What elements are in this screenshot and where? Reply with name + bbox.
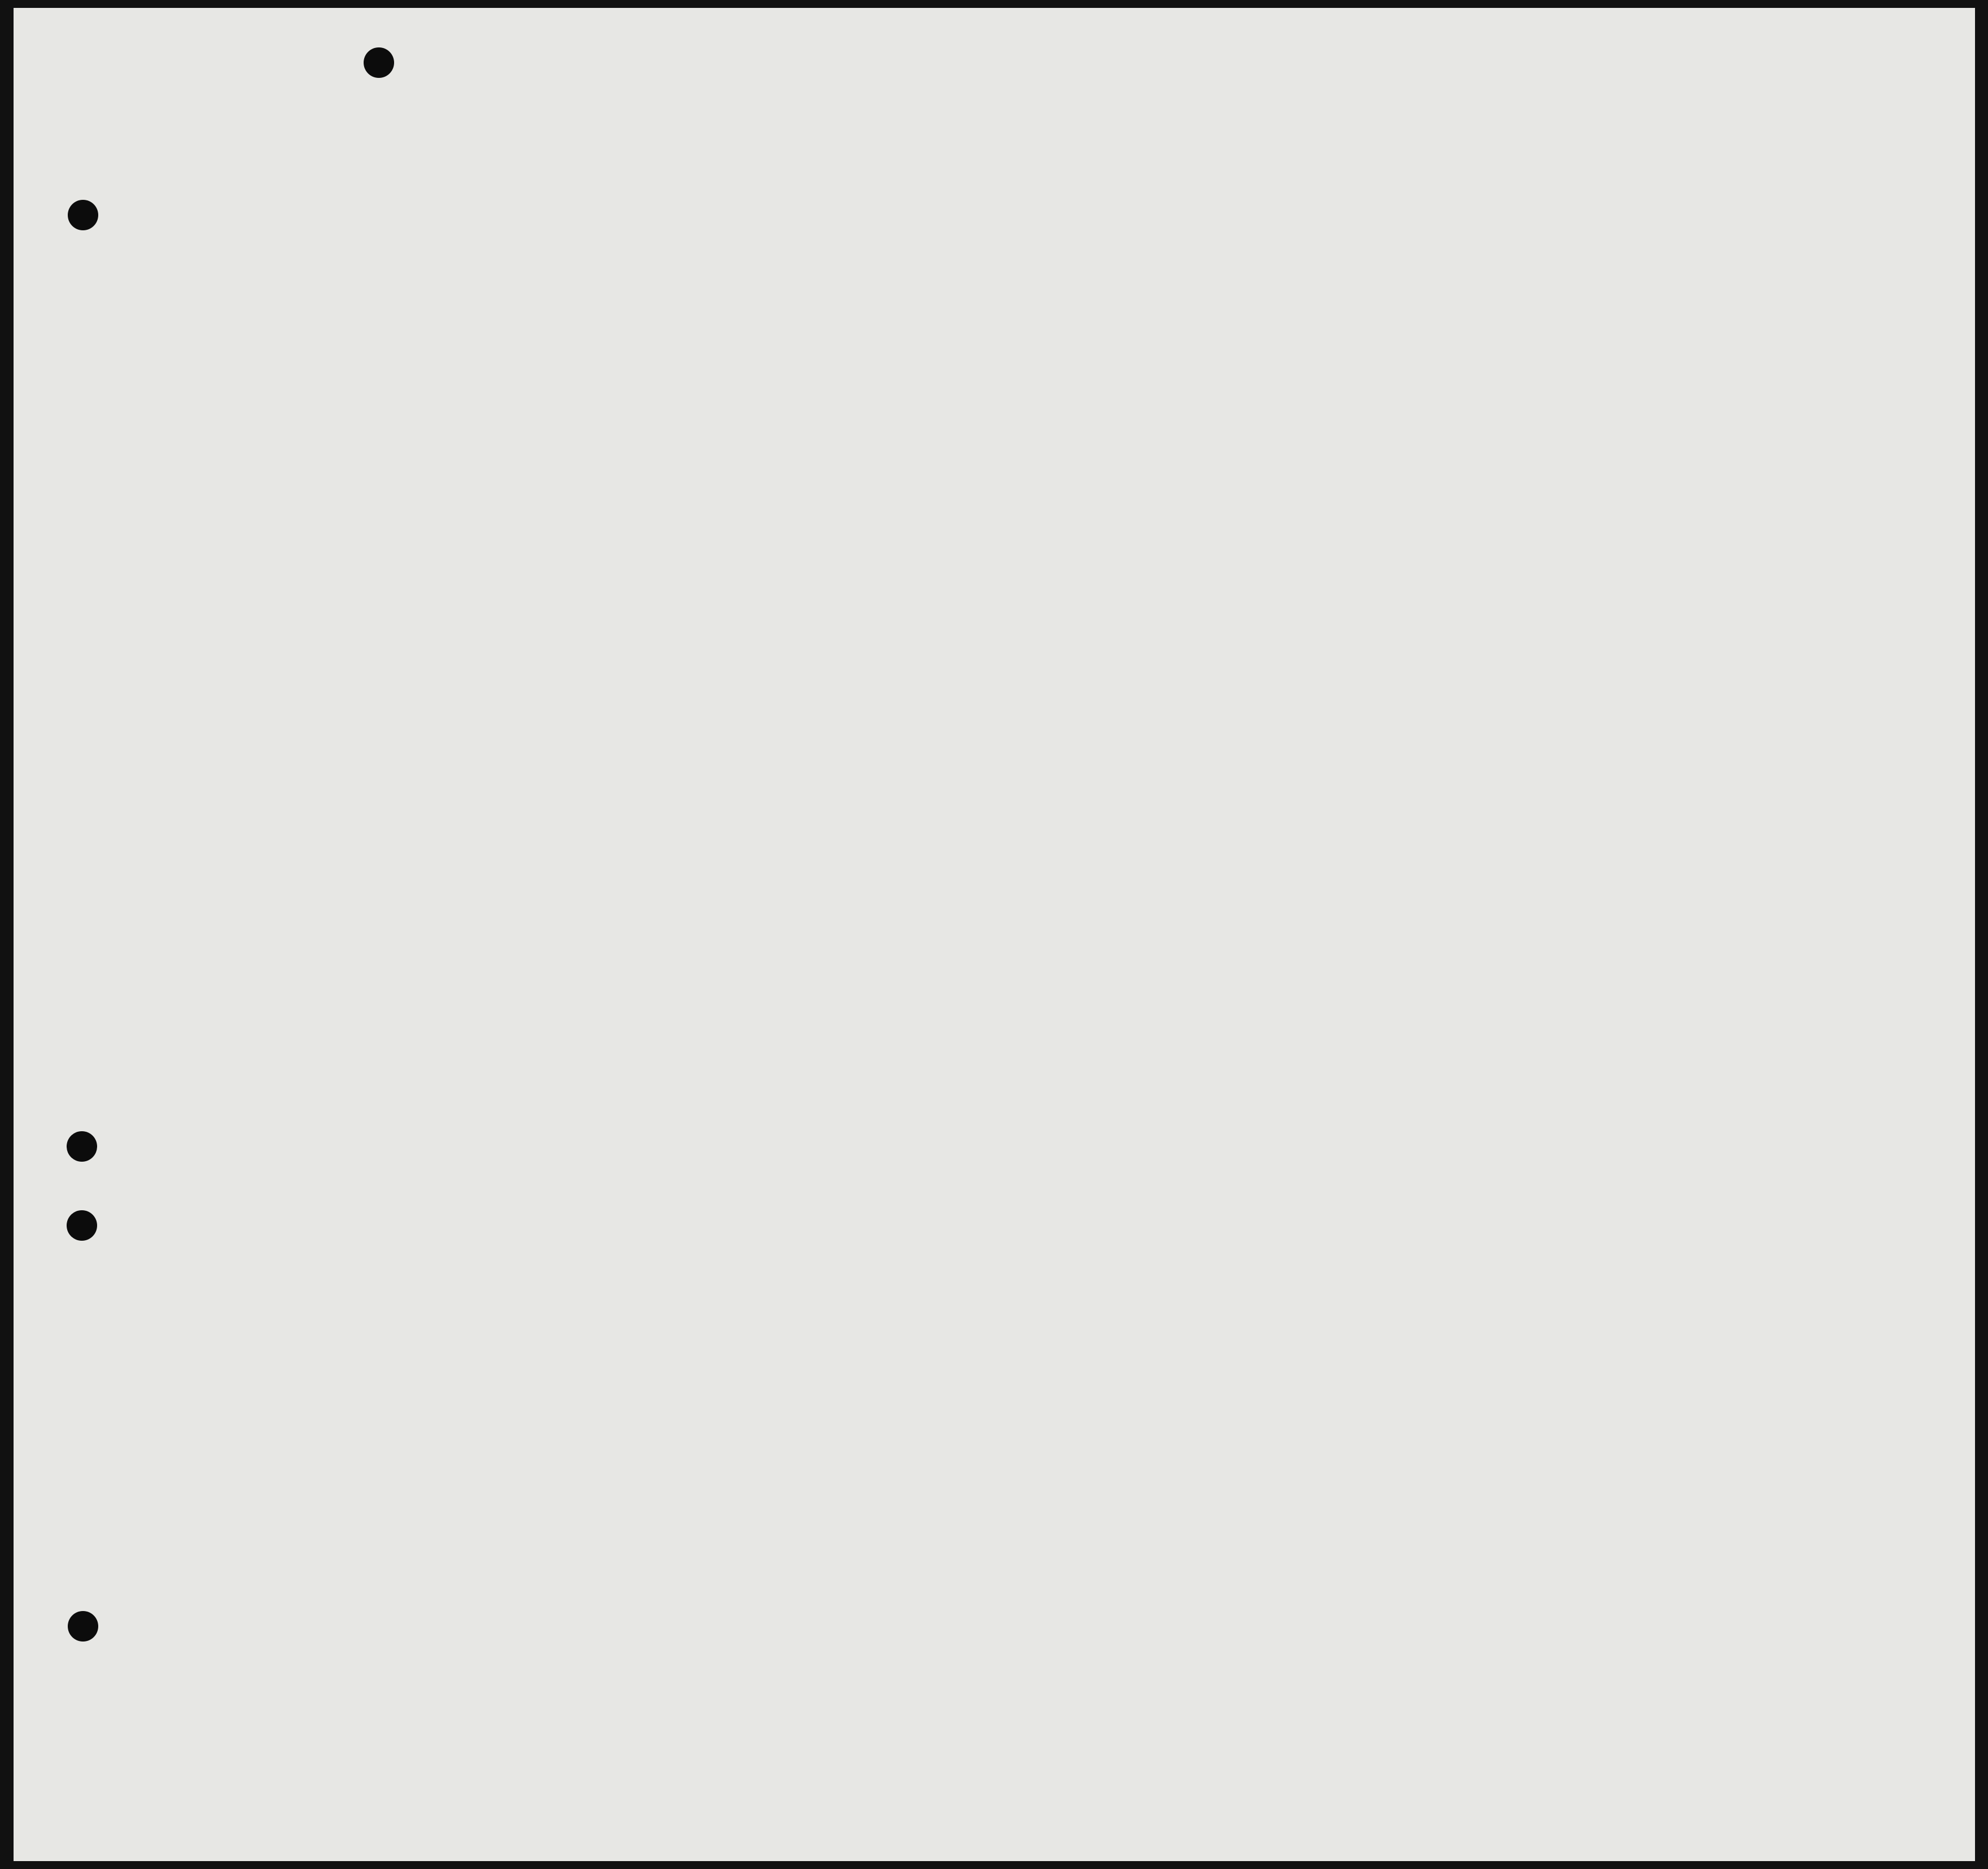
table-grid	[14, 8, 1975, 1861]
manifest-page	[14, 8, 1975, 1861]
